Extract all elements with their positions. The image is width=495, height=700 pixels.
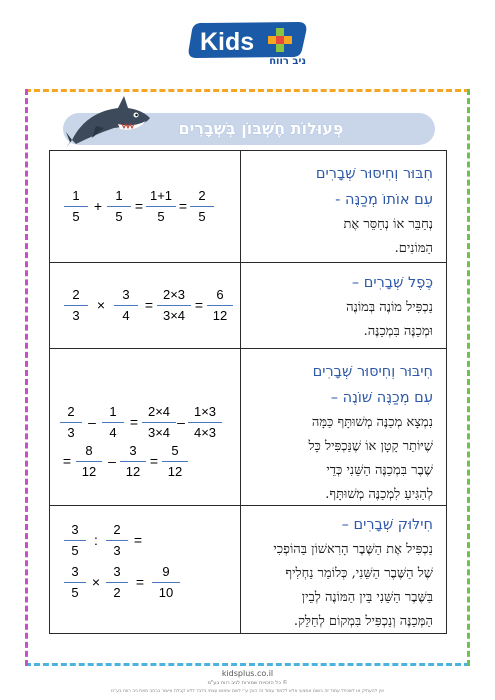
divide-operator: : bbox=[94, 532, 98, 548]
section-heading: חִילּוּק שְׁבָרִים – bbox=[341, 517, 433, 533]
page-title: פְּעוּלוֹת חֶשְׁבּוֹן בְּשְׁבָרִים bbox=[178, 119, 344, 138]
frame-right-border bbox=[467, 89, 470, 666]
section-body-line: נַכְפִּיל אֶת הַשֶּׁבֶר הָרִאשׁוֹן בַּהוֹפְכִי bbox=[273, 542, 433, 557]
section-heading: חִיבּוּר וְחִיסּוּר שְׁבָרִים bbox=[312, 364, 433, 380]
fraction: 2×4 3×4 bbox=[142, 404, 176, 441]
logo-subtitle: ניב רווח bbox=[269, 56, 306, 67]
times-operator: × bbox=[91, 574, 101, 590]
section-heading: עִם מְכַנֶּה שׁוֹנֶה – bbox=[330, 390, 433, 406]
fraction: 5 12 bbox=[162, 443, 188, 480]
section-body-line: שֶׁבֶר בִּמְכַנֶּה הַשֵּׁנִי כְּדֵי bbox=[326, 463, 433, 478]
fraction: 2 3 bbox=[60, 404, 82, 441]
fraction: 3 2 bbox=[106, 564, 128, 601]
fraction: 3 12 bbox=[120, 443, 146, 480]
table-row-divider bbox=[49, 262, 447, 263]
section-body-line: הַמּוֹנִים. bbox=[394, 241, 433, 256]
equals-sign: = bbox=[149, 453, 159, 469]
section-3-text bbox=[233, 359, 433, 507]
minus-operator: – bbox=[177, 414, 185, 430]
equals-sign: = bbox=[62, 453, 72, 469]
frame-bottom-border bbox=[25, 663, 470, 666]
fraction: 9 10 bbox=[152, 564, 180, 601]
frame-top-border bbox=[25, 89, 470, 92]
fraction: 2 3 bbox=[106, 522, 128, 559]
equals-sign: = bbox=[144, 297, 154, 313]
fraction: 2 5 bbox=[190, 188, 214, 225]
section-1-text bbox=[233, 161, 433, 261]
fraction: 2 3 bbox=[64, 287, 88, 324]
section-body-line: הַמְּכַנֶּה וְנַכְפִּיל בִּמְקוֹם לְחַלֵּק. bbox=[293, 614, 433, 629]
section-4-text bbox=[233, 512, 433, 634]
plus-operator: + bbox=[93, 198, 103, 214]
equals-sign: = bbox=[194, 297, 204, 313]
section-2-text bbox=[233, 270, 433, 344]
section-body-line: בַּשֶּׁבֶר הַשֵּׁנִי בֵּין הַמּוֹנֶה לְבֵין bbox=[301, 590, 433, 605]
section-body-line: לְהַגִּיעַ לִמְכַנֶּה מְשׁוּתָּף. bbox=[325, 487, 433, 502]
fraction: 6 12 bbox=[207, 287, 233, 324]
footer-note: אין להעתיק או לשכפל עמוד זה בשום אמצעי אלא ללמוד עמוד זה הוכן ע"י לשם שימוש עצמי בלבד ללא קבלת אישור בכתב מאת ניב רווח בע"מ bbox=[111, 689, 384, 694]
section-heading: כֶּפֶל שְׁבָרִים – bbox=[351, 275, 433, 291]
section-body-line: נַכְפִּיל מוֹנֶה בְּמוֹנֶה bbox=[346, 300, 433, 315]
frame-left-border bbox=[25, 89, 28, 666]
fraction: 2×3 3×4 bbox=[157, 287, 191, 324]
equals-sign: = bbox=[133, 532, 143, 548]
equals-sign: = bbox=[134, 198, 144, 214]
section-body-line: שֶׁל הַשֶּׁבֶר הַשֵּׁנִי, כְּלוֹמַר נַחְלִיף bbox=[285, 566, 433, 581]
fraction: 3 5 bbox=[64, 564, 86, 601]
section-body-line: נְחַבֵּר אוֹ נְחַסֵּר אֶת bbox=[343, 217, 433, 232]
equals-sign: = bbox=[129, 414, 139, 430]
section-body-line: נִמְצָא מְכַנֶּה מְשׁוּתָּף כַּמָּה bbox=[311, 415, 433, 430]
section-heading: חִבּוּר וְחִיסּוּר שְׁבָרִים bbox=[315, 166, 433, 182]
section-body-line: וּמְכַנֶּה בִּמְכַנֶּה. bbox=[363, 324, 433, 339]
equals-sign: = bbox=[135, 574, 145, 590]
section-heading: עִם אוֹתוֹ מְכַנֶּה - bbox=[335, 192, 433, 208]
fraction: 3 4 bbox=[114, 287, 138, 324]
kids-plus-logo bbox=[186, 20, 310, 60]
minus-operator: – bbox=[88, 414, 96, 430]
fraction: 1×3 4×3 bbox=[188, 404, 222, 441]
times-operator: × bbox=[96, 297, 106, 313]
fraction: 1+1 5 bbox=[146, 188, 176, 225]
footer-url[interactable]: kidsplus.co.il bbox=[221, 669, 274, 678]
equals-sign: = bbox=[178, 198, 188, 214]
fraction: 1 5 bbox=[64, 188, 88, 225]
fraction: 3 5 bbox=[64, 522, 86, 559]
fraction: 8 12 bbox=[76, 443, 102, 480]
footer-copyright: © כל הזכויות שמורות לניב רווח בע"מ bbox=[207, 680, 288, 686]
section-body-line: שֶׁיּוֹתֵר קָטָן אוֹ שֶׁנַּכְפִּיל כָּל bbox=[308, 439, 433, 454]
fraction: 1 4 bbox=[102, 404, 124, 441]
fraction: 1 5 bbox=[107, 188, 131, 225]
table-row-divider bbox=[49, 348, 447, 349]
minus-operator: – bbox=[108, 453, 116, 469]
shark-icon bbox=[66, 94, 152, 148]
logo-brand-text: Kids bbox=[200, 28, 255, 56]
